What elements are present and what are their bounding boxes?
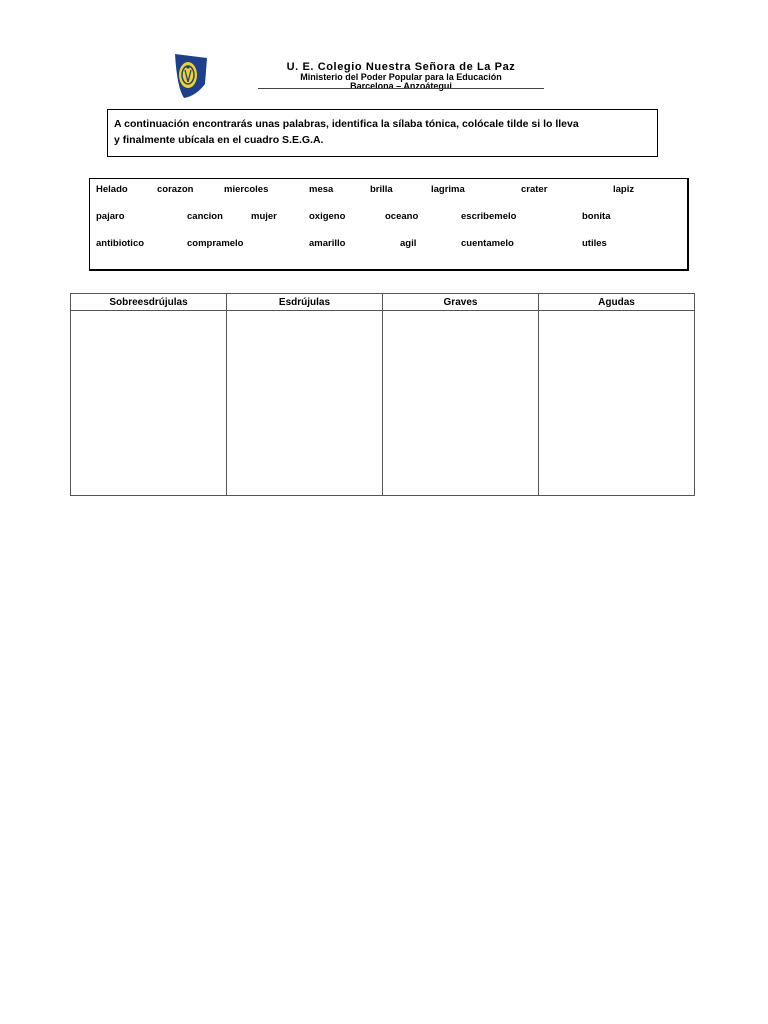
school-name: U. E. Colegio Nuestra Señora de La Paz: [286, 61, 516, 73]
header-agudas: Agudas: [539, 294, 695, 311]
word: oceano: [385, 211, 419, 222]
word: brilla: [370, 184, 393, 195]
word: corazon: [157, 184, 194, 195]
word: lapiz: [613, 184, 635, 195]
word: crater: [521, 184, 548, 195]
word: lagrima: [431, 184, 465, 195]
word: Helado: [96, 184, 128, 195]
word: antibiotico: [96, 238, 145, 249]
school-header: [256, 62, 546, 91]
answer-cell-agudas[interactable]: [539, 311, 695, 496]
sega-table: [70, 293, 695, 496]
word-list-box: [89, 178, 689, 271]
school-location: Barcelona – Anzoátegui: [350, 81, 452, 91]
word: amarillo: [309, 238, 346, 249]
header-sobreesdrujulas: Sobreesdrújulas: [71, 294, 227, 311]
word: compramelo: [187, 238, 244, 249]
sega-header-row: [71, 294, 695, 311]
answer-cell-sobreesdrujulas[interactable]: [71, 311, 227, 496]
word: cuentamelo: [461, 238, 514, 249]
word: mujer: [251, 211, 277, 222]
ministry-name: Ministerio del Poder Popular para la Educación: [300, 72, 502, 82]
header-divider: [258, 88, 544, 89]
answer-cell-graves[interactable]: [383, 311, 539, 496]
word: mesa: [309, 184, 334, 195]
answer-cell-esdrujulas[interactable]: [227, 311, 383, 496]
sega-answer-row: [71, 311, 695, 496]
header-graves: Graves: [383, 294, 539, 311]
word: escribemelo: [461, 211, 517, 222]
header-esdrujulas: Esdrújulas: [227, 294, 383, 311]
instructions-line-2: y finalmente ubícala en el cuadro S.E.G.A.: [114, 134, 324, 146]
word: pajaro: [96, 211, 125, 222]
instructions-line-1: A continuación encontrarás unas palabras, identifica la sílaba tónica, colócale tilde si lo lleva: [114, 118, 579, 130]
instructions-box: [107, 109, 658, 157]
word: bonita: [582, 211, 611, 222]
word: agil: [400, 238, 417, 249]
school-logo: [172, 52, 210, 100]
word: cancion: [187, 211, 223, 222]
word: miercoles: [224, 184, 269, 195]
word: utiles: [582, 238, 607, 249]
word: oxigeno: [309, 211, 346, 222]
